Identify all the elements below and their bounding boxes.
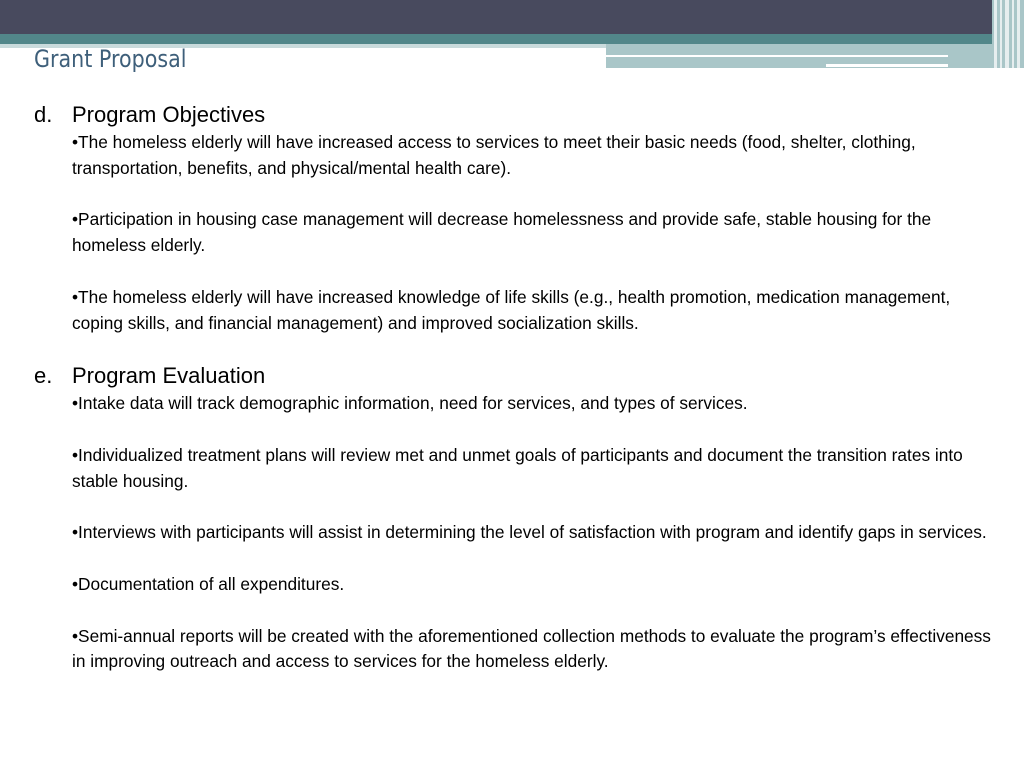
objective-item: •The homeless elderly will have increased knowledge of life skills (e.g., health promotion, medication management, coping skills, and financial management) and improved socialization skills.	[72, 286, 951, 333]
header-white-line-short	[826, 64, 948, 67]
evaluation-item: •Documentation of all expenditures.	[72, 573, 345, 594]
section-heading	[34, 361, 994, 391]
section-letter: e.	[34, 363, 53, 389]
section-program-objectives	[34, 100, 994, 336]
evaluation-item: •Individualized treatment plans will review met and unmet goals of participants and document the transition rates into stable housing.	[72, 444, 963, 491]
header-white-line	[606, 55, 948, 57]
slide-content	[34, 100, 994, 675]
section-heading-text: Program Evaluation	[72, 363, 266, 389]
evaluation-item: •Intake data will track demographic information, need for services, and types of services.	[72, 393, 748, 414]
section-heading	[34, 100, 994, 130]
section-program-evaluation	[34, 361, 994, 675]
evaluation-item: •Semi-annual reports will be created with the aforementioned collection methods to evaluate the program’s effectiveness in improving outreach and access to services for the homeless elderly.	[72, 625, 991, 672]
header-vertical-stripes	[992, 0, 1024, 68]
section-heading-text: Program Objectives	[72, 102, 266, 127]
section-body	[72, 391, 994, 675]
evaluation-item: •Interviews with participants will assist in determining the level of satisfaction with program and identify gaps in services.	[72, 522, 987, 543]
section-body	[72, 130, 994, 336]
header-teal-line	[0, 34, 1024, 44]
header-band	[0, 0, 1024, 34]
section-letter: d.	[34, 102, 53, 127]
objective-item: •Participation in housing case management will decrease homelessness and provide safe, stable housing for the homeless elderly.	[72, 209, 932, 256]
objective-item: •The homeless elderly will have increased access to services to meet their basic needs (food, shelter, clothing, transportation, benefits, and physical/mental health care).	[72, 132, 916, 178]
slide-title: Grant Proposal	[34, 45, 187, 73]
